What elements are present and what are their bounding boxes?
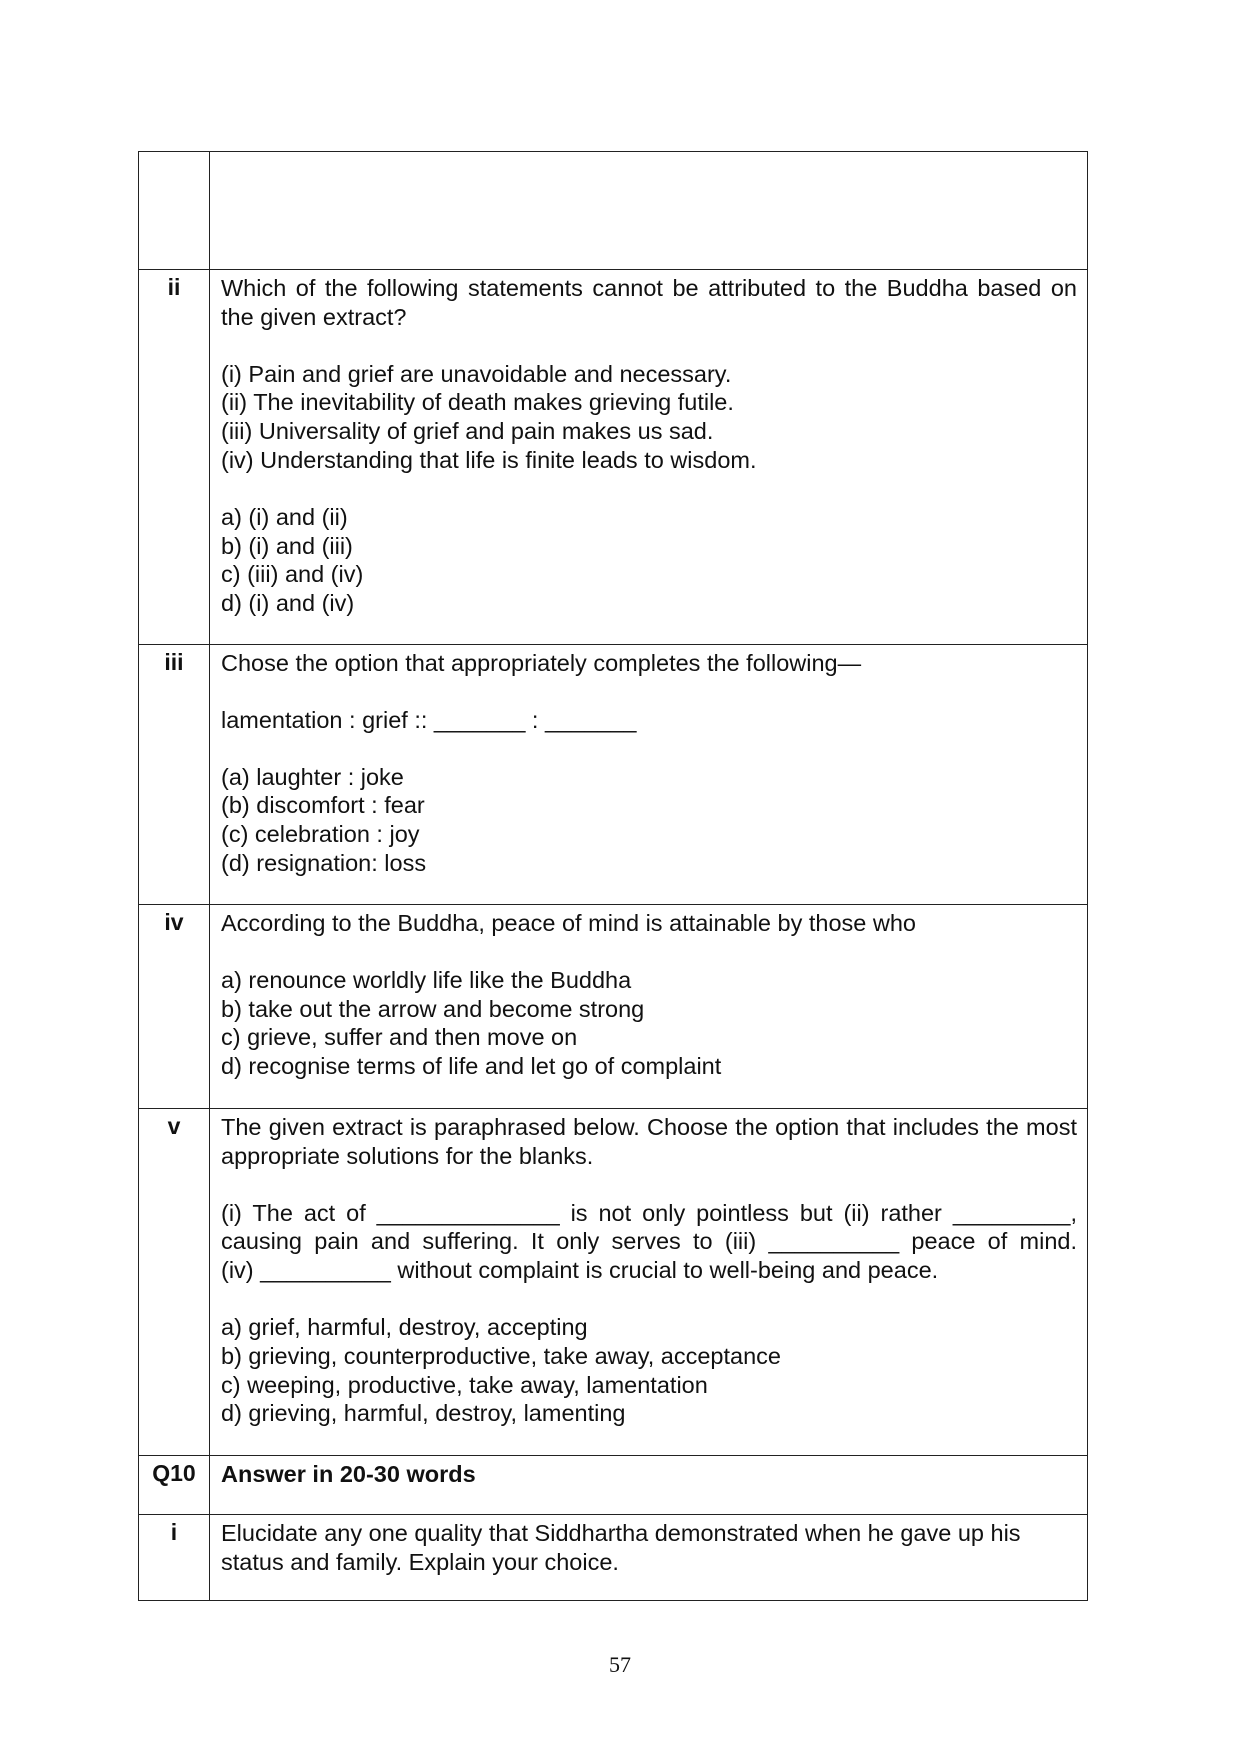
passage-line: (i) The act of ______________ is not only pointless but (ii) rather _________, xyxy=(221,1199,1077,1226)
option: c) weeping, productive, take away, lamentation xyxy=(221,1371,708,1398)
statement: (iii) Universality of grief and pain makes us sad. xyxy=(221,418,714,445)
passage-line: causing pain and suffering. It only serves to (iii) __________ peace of mind. xyxy=(221,1228,1077,1255)
page-number: 57 xyxy=(609,1652,631,1677)
option-list xyxy=(221,1313,1077,1428)
statement: (ii) The inevitability of death makes grieving futile. xyxy=(221,389,734,416)
question-stem: Elucidate any one quality that Siddhartha demonstrated when he gave up his status and family. Explain your choice. xyxy=(221,1520,1021,1575)
option: (d) resignation: loss xyxy=(221,849,427,876)
option: b) (i) and (iii) xyxy=(221,532,353,559)
option: a) (i) and (ii) xyxy=(221,503,348,530)
table-row xyxy=(139,1109,1088,1456)
question-body xyxy=(210,645,1088,905)
statement-list xyxy=(221,360,1077,475)
option: d) grieving, harmful, destroy, lamenting xyxy=(221,1400,626,1427)
question-number: ii xyxy=(139,270,210,645)
question-stem: Chose the option that appropriately completes the following— xyxy=(221,650,862,676)
question-number: i xyxy=(139,1515,210,1601)
question-body xyxy=(210,270,1088,645)
question-body xyxy=(210,905,1088,1109)
option: b) take out the arrow and become strong xyxy=(221,995,645,1022)
option: (c) celebration : joy xyxy=(221,821,420,848)
option: d) (i) and (iv) xyxy=(221,590,355,617)
question-number: v xyxy=(139,1109,210,1456)
question-stem: Which of the following statements cannot be attributed to the Buddha based on the given extract? xyxy=(221,275,1077,330)
table-row xyxy=(139,1456,1088,1515)
analogy-prompt: lamentation : grief :: _______ : _______ xyxy=(221,706,637,733)
question-number: iv xyxy=(139,905,210,1109)
option: d) recognise terms of life and let go of complaint xyxy=(221,1053,722,1080)
question-stem: The given extract is paraphrased below. Choose the option that includes the most appropriate solutions for the blanks. xyxy=(221,1114,1077,1169)
question-number: iii xyxy=(139,645,210,905)
paraphrase-passage xyxy=(221,1199,1077,1285)
table-row xyxy=(139,152,1088,270)
question-body-cell xyxy=(210,152,1088,270)
option: c) (iii) and (iv) xyxy=(221,561,364,588)
option: c) grieve, suffer and then move on xyxy=(221,1024,578,1051)
option: a) renounce worldly life like the Buddha xyxy=(221,966,632,993)
table-row xyxy=(139,905,1088,1109)
table-row xyxy=(139,270,1088,645)
statement: (iv) Understanding that life is finite leads to wisdom. xyxy=(221,446,757,473)
question-table xyxy=(138,151,1088,1601)
option: a) grief, harmful, destroy, accepting xyxy=(221,1313,588,1340)
table-row xyxy=(139,1515,1088,1601)
section-heading: Answer in 20-30 words xyxy=(210,1456,1088,1515)
option: b) grieving, counterproductive, take away, acceptance xyxy=(221,1342,781,1369)
passage-line: (iv) __________ without complaint is crucial to well-being and peace. xyxy=(221,1257,939,1284)
statement: (i) Pain and grief are unavoidable and necessary. xyxy=(221,360,732,387)
question-number-cell xyxy=(139,152,210,270)
option-list xyxy=(221,966,1077,1081)
option-list xyxy=(221,763,1077,878)
option-list xyxy=(221,503,1077,618)
question-stem: According to the Buddha, peace of mind is attainable by those who xyxy=(221,910,917,936)
question-body xyxy=(210,1109,1088,1456)
question-body xyxy=(210,1515,1088,1601)
option: (b) discomfort : fear xyxy=(221,792,425,819)
option: (a) laughter : joke xyxy=(221,763,404,790)
section-number: Q10 xyxy=(139,1456,210,1515)
table-row xyxy=(139,645,1088,905)
